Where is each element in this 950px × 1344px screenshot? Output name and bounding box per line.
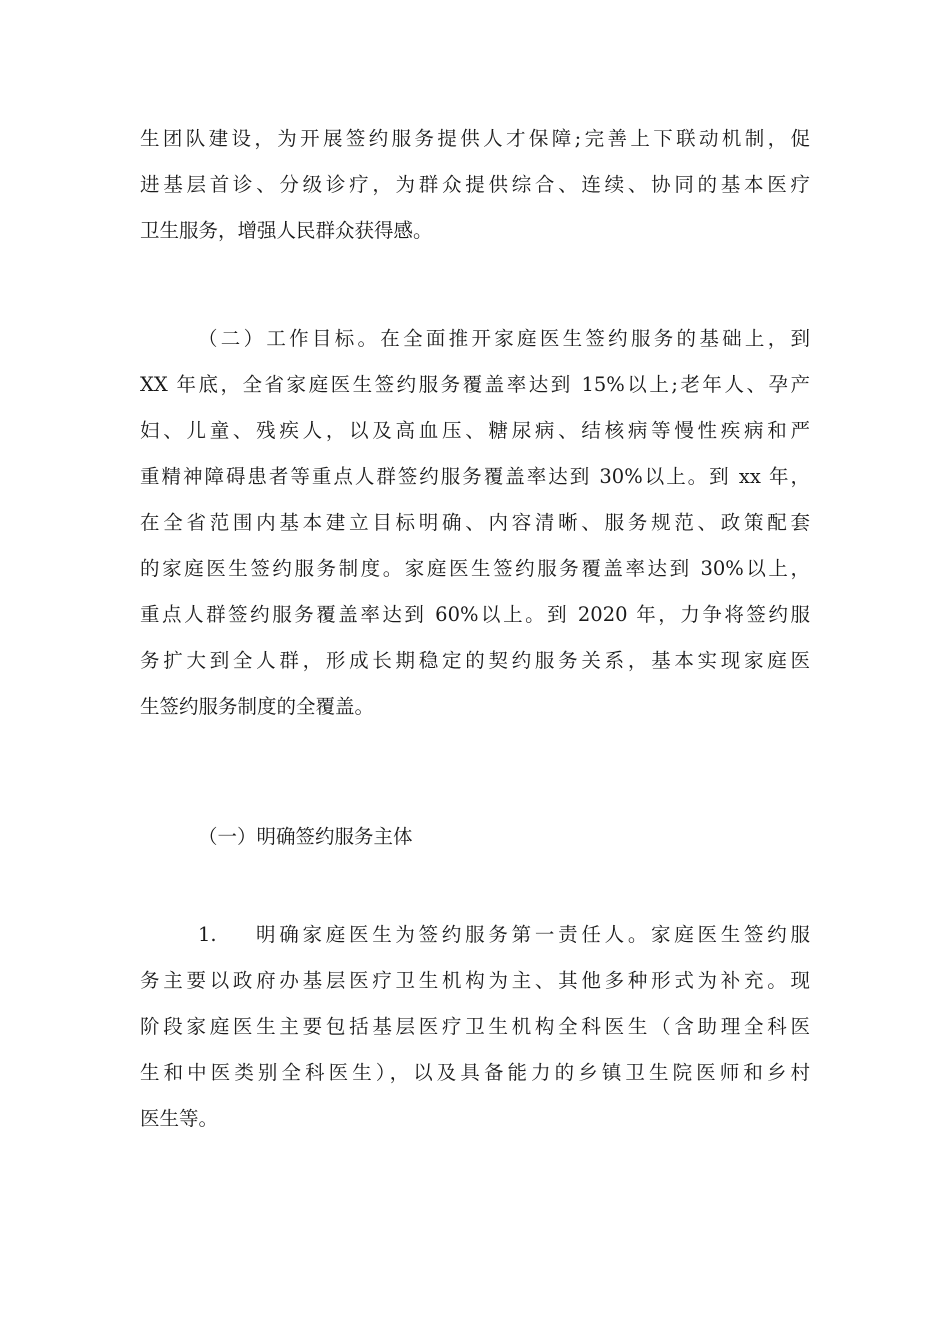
paragraph-2-line: 妇、儿童、残疾人，以及高血压、糖尿病、结核病等慢性疾病和严	[140, 419, 810, 442]
paragraph-4-line: 务主要以政府办基层医疗卫生机构为主、其他多种形式为补充。现	[140, 969, 810, 992]
paragraph-2-line: 务扩大到全人群，形成长期稳定的契约服务关系，基本实现家庭医	[140, 649, 810, 672]
paragraph-2-line: 的家庭医生签约服务制度。家庭医生签约服务覆盖率达到 30%以上，	[140, 557, 810, 580]
paragraph-2-line: 在全省范围内基本建立目标明确、内容清晰、服务规范、政策配套	[140, 511, 810, 534]
paragraph-2-line: （二）工作目标。在全面推开家庭医生签约服务的基础上，到	[198, 327, 810, 350]
paragraph-2-line: 生签约服务制度的全覆盖。	[140, 695, 375, 718]
paragraph-4-line: 阶段家庭医生主要包括基层医疗卫生机构全科医生（含助理全科医	[140, 1015, 810, 1038]
paragraph-numbered-item	[140, 912, 810, 1142]
paragraph-4-line: 明确家庭医生为签约服务第一责任人。家庭医生签约服	[256, 923, 810, 946]
paragraph-4-line: 医生等。	[140, 1107, 219, 1130]
paragraph-1	[140, 116, 810, 254]
paragraph-4-line: 生和中医类别全科医生），以及具备能力的乡镇卫生院医师和乡村	[140, 1061, 810, 1084]
paragraph-2-line: 重精神障碍患者等重点人群签约服务覆盖率达到 30%以上。到 xx 年，	[140, 465, 810, 488]
paragraph-2-line: XX 年底，全省家庭医生签约服务覆盖率达到 15%以上;老年人、孕产	[140, 373, 810, 396]
paragraph-1-line: 生团队建设，为开展签约服务提供人才保障;完善上下联动机制，促	[140, 127, 810, 150]
paragraph-1-line: 进基层首诊、分级诊疗，为群众提供综合、连续、协同的基本医疗	[140, 173, 810, 196]
paragraph-work-goals	[140, 316, 810, 730]
paragraph-1-line: 卫生服务，增强人民群众获得感。	[140, 219, 433, 242]
section-heading: （一）明确签约服务主体	[198, 825, 413, 848]
paragraph-2-line: 重点人群签约服务覆盖率达到 60%以上。到 2020 年，力争将签约服	[140, 603, 810, 626]
list-number: 1.	[198, 923, 217, 946]
